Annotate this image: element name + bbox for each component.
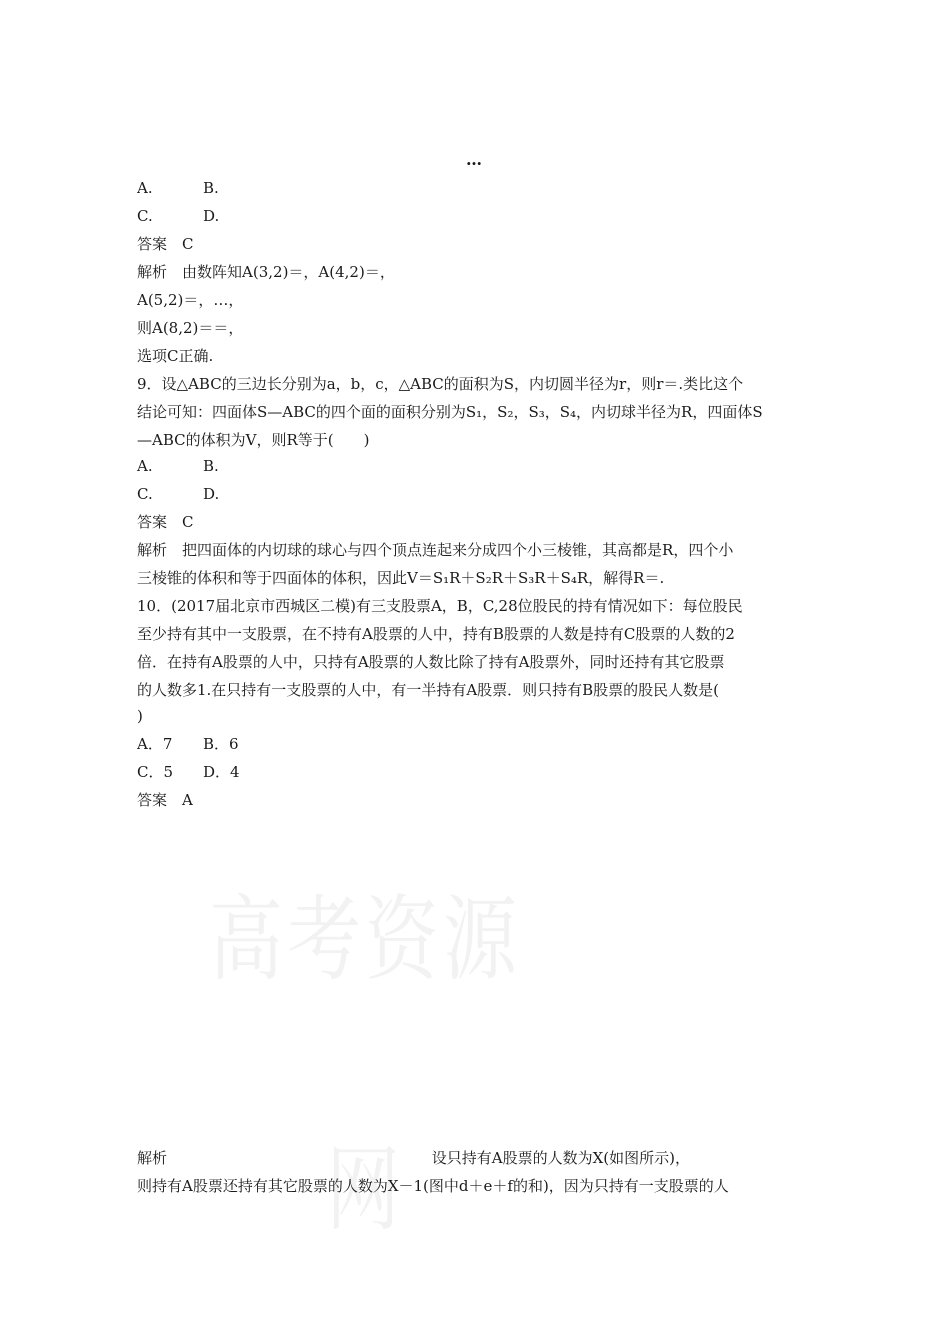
q10-options-row1: [137, 734, 820, 754]
answer-value: A: [182, 791, 193, 809]
q9-stem-line3: —ABC的体积为V，则R等于( ): [137, 431, 370, 449]
q8-option-b: B.: [203, 179, 219, 197]
q10-option-d: D．4: [203, 763, 240, 781]
q8-analysis-line2: A(5,2)＝，…，: [137, 291, 244, 309]
q9-stem-line2: 结论可知：四面体S—ABC的四个面的面积分别为S₁，S₂，S₃，S₄，内切球半径为R，四面体S: [137, 403, 763, 421]
q8-analysis-line4: 选项C正确.: [137, 347, 214, 365]
q10-answer: [137, 790, 820, 810]
q9-options-row2: [137, 484, 820, 504]
q10-analysis-line1: [137, 1148, 820, 1168]
q9-option-b: B.: [203, 457, 219, 475]
q8-options-row2: [137, 206, 820, 226]
analysis-text: 把四面体的内切球的球心与四个顶点连起来分成四个小三棱锥，其高都是R，四个小: [182, 541, 734, 559]
analysis-label: 解析: [137, 1149, 168, 1167]
q8-option-a: A.: [137, 179, 153, 197]
q9-answer: [137, 512, 820, 532]
q8-answer: [137, 234, 820, 254]
q10-stem-line1: 10．(2017届北京市西城区二模)有三支股票A，B，C,28位股民的持有情况如下：每位股民: [137, 597, 743, 615]
q10-analysis-line2: 则持有A股票还持有其它股票的人数为X－1(图中d＋e＋f的和)，因为只持有一支股票的人: [137, 1177, 729, 1195]
continuation-ellipsis: …: [466, 150, 483, 169]
watermark-logo: 高考资源网: [209, 886, 521, 1244]
answer-label: 答案: [137, 235, 168, 253]
q10-stem-line2: 至少持有其中一支股票，在不持有A股票的人中，持有B股票的人数是持有C股票的人数的2: [137, 625, 735, 643]
answer-value: C: [182, 513, 194, 531]
q10-stem-line3: 倍．在持有A股票的人中，只持有A股票的人数比除了持有A股票外，同时还持有其它股票: [137, 653, 725, 671]
q9-options-row1: [137, 456, 820, 476]
q10-stem-line4: 的人数多1.在只持有一支股票的人中，有一半持有A股票．则只持有B股票的股民人数是(: [137, 681, 720, 699]
q10-option-c: C．5: [137, 763, 174, 781]
answer-value: C: [182, 235, 194, 253]
q10-option-b: B．6: [203, 735, 239, 753]
q10-options-row2: [137, 762, 820, 782]
q9-option-c: C.: [137, 485, 153, 503]
q10-stem-line5: ): [137, 707, 143, 725]
q10-option-a: A．7: [137, 735, 173, 753]
analysis-label: 解析: [137, 263, 168, 281]
analysis-label: 解析: [137, 541, 168, 559]
analysis-text: 由数阵知A(3,2)＝，A(4,2)＝，: [182, 263, 395, 281]
analysis-text: 设只持有A股票的人数为X(如图所示)，: [431, 1149, 690, 1167]
answer-label: 答案: [137, 791, 168, 809]
q8-analysis-line1: [137, 262, 820, 282]
q9-analysis-line2: 三棱锥的体积和等于四面体的体积，因此V＝S₁R＋S₂R＋S₃R＋S₄R，解得R＝.: [137, 569, 665, 587]
q9-option-a: A.: [137, 457, 153, 475]
q9-option-d: D.: [203, 485, 220, 503]
q9-stem-line1: 9．设△ABC的三边长分别为a，b，c，△ABC的面积为S，内切圆半径为r，则r＝.类比这个: [137, 375, 744, 393]
q8-option-d: D.: [203, 207, 220, 225]
q9-analysis-line1: [137, 540, 820, 560]
q8-options-row1: [137, 178, 820, 198]
answer-label: 答案: [137, 513, 168, 531]
q8-option-c: C.: [137, 207, 153, 225]
q8-analysis-line3: 则A(8,2)＝＝，: [137, 319, 244, 337]
